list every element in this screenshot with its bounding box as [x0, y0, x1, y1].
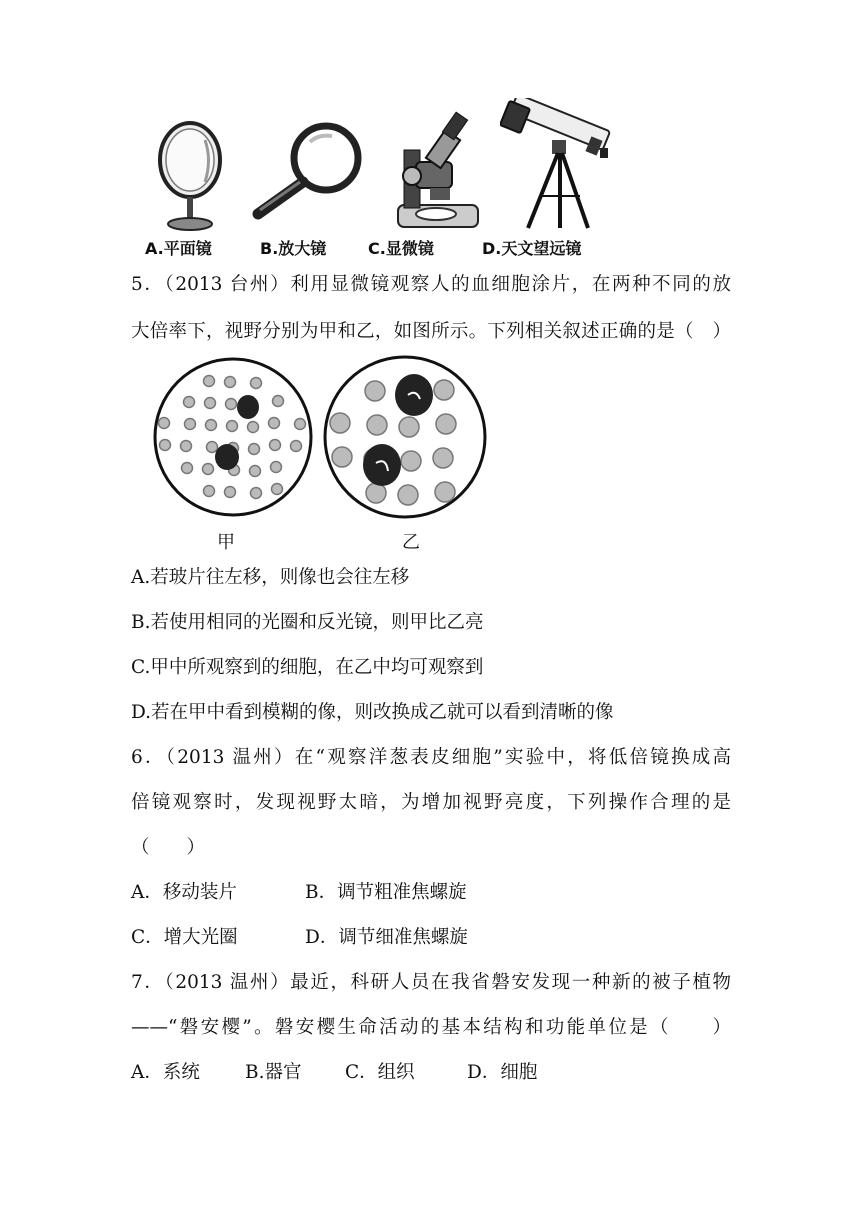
red-blood-cell — [250, 466, 261, 477]
red-blood-cell — [225, 487, 236, 498]
red-blood-cell — [401, 451, 421, 471]
microscope-icon — [390, 110, 490, 235]
red-blood-cell — [207, 442, 218, 453]
red-blood-cell — [249, 444, 260, 455]
q7-stem-line1: 7．（2013 温州）最近，科研人员在我省磐安发现一种新的被子植物 — [131, 972, 731, 993]
q6-stem-line1: 6．（2013 温州）在“观察洋葱表皮细胞”实验中，将低倍镜换成高 — [131, 747, 731, 768]
red-blood-cell — [436, 414, 456, 434]
red-blood-cell — [295, 419, 306, 430]
q7-stem-line2: ——“磐安樱”。磐安樱生命活动的基本结构和功能单位是（ ） — [131, 1017, 731, 1038]
red-blood-cell — [206, 420, 217, 431]
red-blood-cell — [160, 440, 171, 451]
caption-microscope: C.显微镜 — [368, 239, 434, 258]
field-label-jia: 甲 — [217, 532, 235, 553]
blood-smear-figure — [150, 355, 495, 520]
red-blood-cell — [271, 462, 282, 473]
q6-stem-line2: 倍镜观察时，发现视野太暗，为增加视野亮度，下列操作合理的是 — [131, 792, 731, 813]
field-label-yi: 乙 — [402, 532, 420, 553]
q7-option-a: A．系统 — [131, 1062, 200, 1083]
red-blood-cell — [332, 447, 352, 467]
red-blood-cell — [433, 448, 453, 468]
caption-telescope: D.天文望远镜 — [482, 239, 582, 258]
instrument-figure — [140, 98, 620, 263]
q6-stem-line3: （ ） — [131, 837, 206, 858]
red-blood-cell — [434, 380, 454, 400]
q5-option-d: D.若在甲中看到模糊的像，则改换成乙就可以看到清晰的像 — [131, 702, 614, 723]
q5-stem-line2: 大倍率下，视野分别为甲和乙，如图所示。下列相关叙述正确的是（ ） — [131, 321, 731, 342]
red-blood-cell — [399, 417, 419, 437]
telescope-icon — [500, 98, 620, 233]
red-blood-cell — [270, 440, 281, 451]
red-blood-cell — [398, 485, 418, 505]
red-blood-cell — [330, 413, 350, 433]
red-blood-cell — [269, 418, 280, 429]
caption-magnifier: B.放大镜 — [260, 239, 327, 258]
q6-option-c: C．增大光圈 — [131, 927, 238, 948]
plane-mirror-icon — [150, 120, 230, 240]
red-blood-cell — [366, 483, 386, 503]
red-blood-cell — [182, 463, 193, 474]
q6-option-d: D．调节细准焦螺旋 — [305, 927, 468, 948]
red-blood-cell — [248, 422, 259, 433]
q6-option-a: A．移动装片 — [131, 882, 237, 903]
red-blood-cell — [272, 484, 283, 495]
red-blood-cell — [205, 398, 216, 409]
q7-option-d: D．细胞 — [467, 1062, 538, 1083]
red-blood-cell — [251, 378, 262, 389]
red-blood-cell — [203, 464, 214, 475]
red-blood-cell — [435, 482, 455, 502]
red-blood-cell — [365, 381, 385, 401]
q5-option-a: A.若玻片往左移，则像也会往左移 — [131, 567, 410, 588]
caption-plane-mirror: A.平面镜 — [145, 239, 212, 258]
red-blood-cell — [184, 397, 195, 408]
magnifier-icon — [248, 120, 368, 220]
red-blood-cell — [273, 396, 284, 407]
red-blood-cell — [225, 377, 236, 388]
red-blood-cell — [185, 419, 196, 430]
red-blood-cell — [251, 488, 262, 499]
red-blood-cell — [159, 418, 170, 429]
q6-option-b: B．调节粗准焦螺旋 — [305, 882, 467, 903]
q7-option-b: B.器官 — [245, 1062, 302, 1083]
red-blood-cell — [367, 415, 387, 435]
red-blood-cell — [181, 441, 192, 452]
red-blood-cell — [204, 486, 215, 497]
q5-option-b: B.若使用相同的光圈和反光镜，则甲比乙亮 — [131, 612, 484, 633]
q7-option-c: C．组织 — [345, 1062, 415, 1083]
red-blood-cell — [226, 399, 237, 410]
red-blood-cell — [291, 441, 302, 452]
q5-stem-line1: 5．（2013 台州）利用显微镜观察人的血细胞涂片，在两种不同的放 — [131, 274, 731, 295]
red-blood-cell — [227, 421, 238, 432]
q5-option-c: C.甲中所观察到的细胞，在乙中均可观察到 — [131, 657, 484, 678]
red-blood-cell — [204, 376, 215, 387]
